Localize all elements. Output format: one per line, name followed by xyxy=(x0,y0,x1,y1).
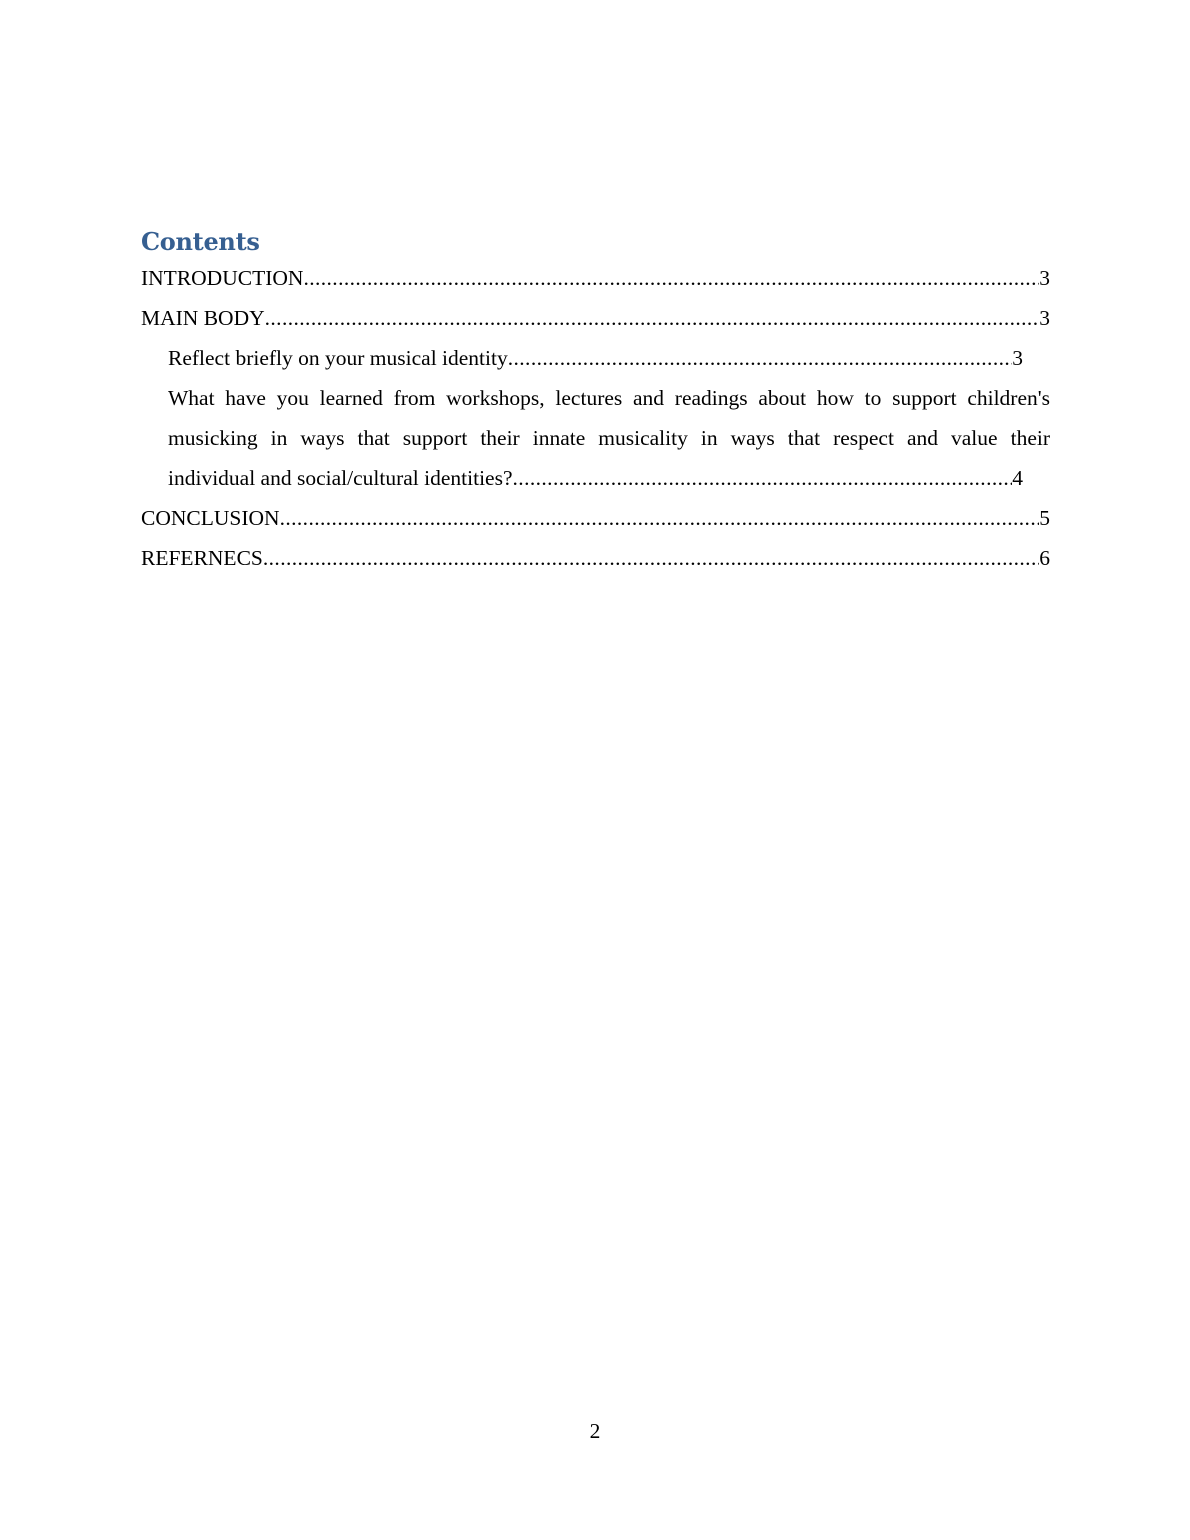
toc-leader-dots xyxy=(280,498,1040,538)
toc-entry-musical-identity[interactable] xyxy=(141,338,1023,378)
toc-entry-conclusion[interactable] xyxy=(141,498,1050,538)
toc-entry-title: REFERNECS xyxy=(141,546,263,570)
toc-entry-page: 5 xyxy=(1039,506,1050,530)
toc-leader-dots xyxy=(513,458,1013,498)
toc-leader-dots xyxy=(508,338,1013,378)
toc-entry-page: 3 xyxy=(1039,266,1050,290)
toc-entry-title: INTRODUCTION xyxy=(141,266,304,290)
toc-entry-page: 3 xyxy=(1039,306,1050,330)
toc-leader-dots xyxy=(303,258,1039,298)
page-number: 2 xyxy=(589,1419,601,1443)
toc-heading: Contents xyxy=(141,227,260,256)
toc-entry-workshops-question[interactable] xyxy=(141,378,1050,498)
toc-entry-last-line xyxy=(168,458,1023,498)
toc-entry-title: Reflect briefly on your musical identity xyxy=(168,346,508,370)
toc-entry-title-line-3: individual and social/cultural identities? xyxy=(168,466,513,490)
toc-leader-dots xyxy=(265,298,1040,338)
toc-entry-title: MAIN BODY xyxy=(141,306,265,330)
toc-entry-page: 6 xyxy=(1039,546,1050,570)
table-of-contents xyxy=(141,258,1050,578)
toc-entry-title-line-2: musicking in ways that support their innate musicality in ways that respect and value their xyxy=(168,426,1050,450)
toc-entry-page: 3 xyxy=(1012,346,1023,370)
toc-entry-main-body[interactable] xyxy=(141,298,1050,338)
toc-entry-references[interactable] xyxy=(141,538,1050,578)
toc-entry-introduction[interactable] xyxy=(141,258,1050,298)
toc-entry-title: CONCLUSION xyxy=(141,506,280,530)
toc-entry-page: 4 xyxy=(1012,466,1023,490)
toc-leader-dots xyxy=(263,538,1039,578)
toc-entry-title-line-1: What have you learned from workshops, lectures and readings about how to support children's xyxy=(168,386,1050,410)
